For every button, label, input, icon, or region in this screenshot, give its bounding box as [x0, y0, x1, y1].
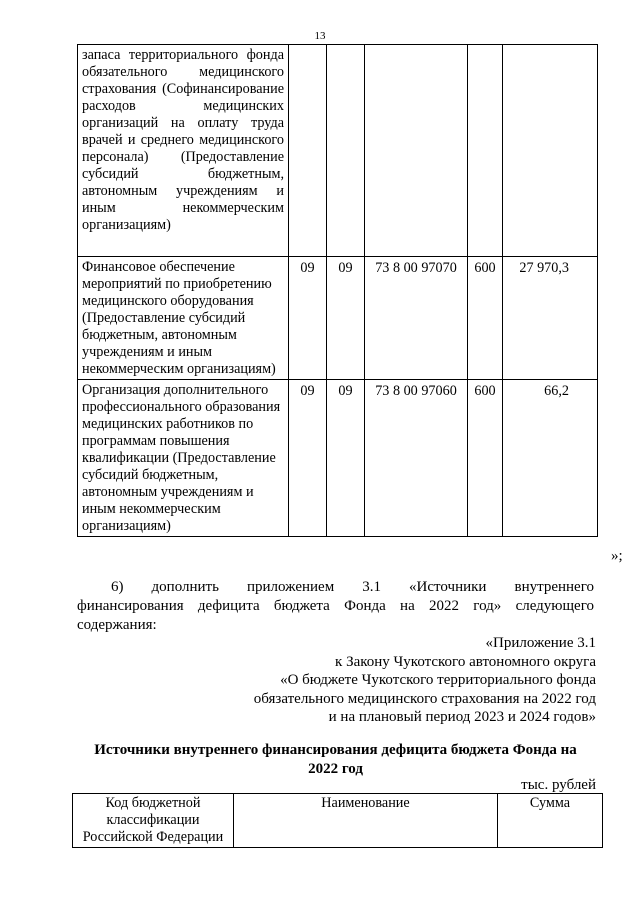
units-label: тыс. рублей [521, 777, 596, 793]
subsection-cell: 09 [327, 380, 365, 537]
header-amount: Сумма [498, 794, 603, 848]
appendix-law-title-3: и на плановый период 2023 и 2024 годов» [328, 709, 596, 725]
expense-type-cell: 600 [468, 257, 503, 380]
appendix-header [254, 634, 596, 727]
target-article-cell [365, 45, 468, 257]
paragraph-first-line: 6) дополнить приложением 3.1 «Источники внутреннего [111, 579, 594, 595]
header-budget-code: Код бюджетной классификации Российской Федерации [73, 794, 234, 848]
table-row [78, 45, 598, 257]
table-row [78, 380, 598, 537]
expense-name-cell: Финансовое обеспечение мероприятий по приобретению медицинского оборудования (Предоставление субсидий бюджетным, автономным учреждениям и иным некоммерческим организациям) [78, 257, 289, 380]
document-title [77, 741, 594, 779]
amount-cell: 66,2 [503, 380, 598, 537]
amendment-paragraph [77, 578, 594, 635]
budget-table [77, 44, 598, 537]
section-cell [289, 45, 327, 257]
table-header-row [73, 794, 603, 848]
expense-name-cell: запаса территориального фонда обязательного медицинского страхования (Софинансирование расходов медицинских организаций на оплату труда врачей и среднего медицинского персонала) (Предоставление субсидий бюджетным, автономным учреждениям и иным некоммерческим организациям) [78, 45, 289, 257]
document-title-line2: 2022 год [308, 761, 363, 777]
page-number: 13 [314, 30, 326, 42]
appendix-law-title-1: «О бюджете Чукотского территориального фонда [280, 672, 596, 688]
appendix-number: «Приложение 3.1 [485, 635, 596, 651]
table-row [78, 257, 598, 380]
sources-table [72, 793, 603, 848]
amount-cell [503, 45, 598, 257]
expense-type-cell [468, 45, 503, 257]
subsection-cell [327, 45, 365, 257]
target-article-cell: 73 8 00 97060 [365, 380, 468, 537]
header-name: Наименование [234, 794, 498, 848]
expense-name-cell: Организация дополнительного профессионального образования медицинских работников по программам повышения квалификации (Предоставление субсидий бюджетным, автономным учреждениям и иным некоммерческим организациям) [78, 380, 289, 537]
section-cell: 09 [289, 257, 327, 380]
paragraph-continuation: финансирования дефицита бюджета Фонда на 2022 год» следующего содержания: [77, 598, 594, 633]
document-title-line1: Источники внутреннего финансирования дефицита бюджета Фонда на [94, 742, 577, 758]
appendix-law-ref: к Закону Чукотского автономного округа [335, 653, 596, 670]
subsection-cell: 09 [327, 257, 365, 380]
amount-cell: 27 970,3 [503, 257, 598, 380]
section-cell: 09 [289, 380, 327, 537]
target-article-cell: 73 8 00 97070 [365, 257, 468, 380]
closing-quote: »; [611, 548, 623, 564]
expense-type-cell: 600 [468, 380, 503, 537]
appendix-law-title-2: обязательного медицинского страхования на 2022 год [253, 690, 596, 707]
